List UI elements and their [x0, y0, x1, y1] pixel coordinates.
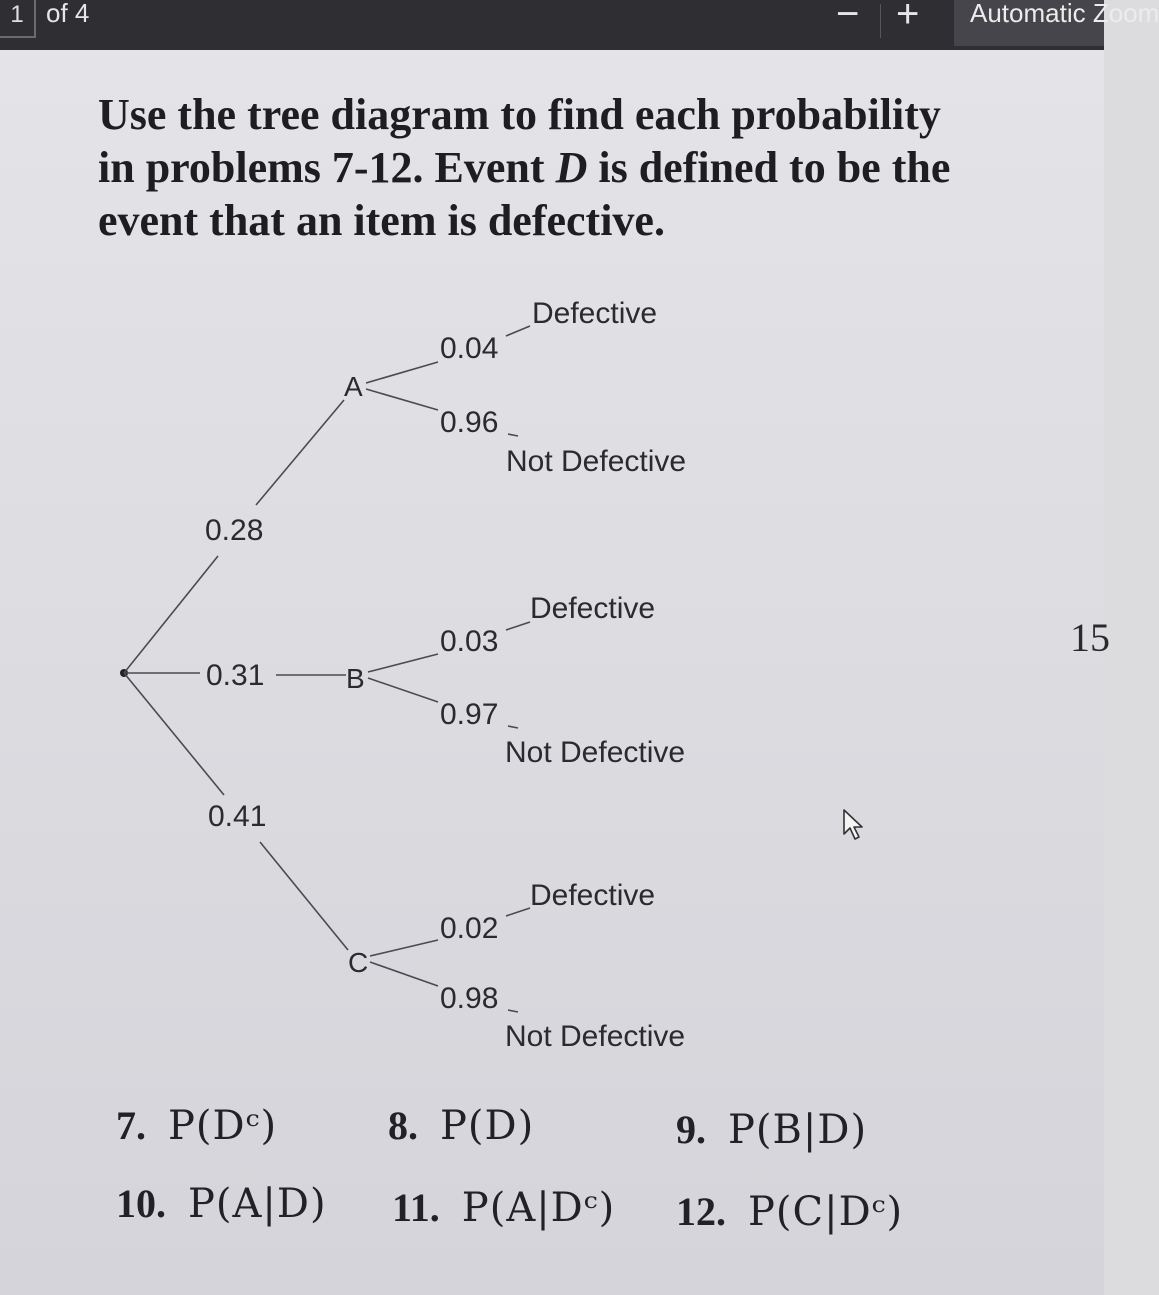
zoom-select[interactable]: Automatic Zoom [954, 0, 1104, 46]
problem-7: 7. P(Dᶜ) [116, 1103, 278, 1149]
a-defective-tick [506, 326, 530, 336]
node-a: A [344, 371, 363, 402]
a-not-defective-line [366, 389, 438, 410]
b-defective-line [368, 654, 438, 672]
instructions-text: Use the tree diagram to find each probability in problems 7-12. Event D is defined to be the event that an item is defective. [98, 90, 951, 245]
branch-line-a-lower [124, 556, 218, 673]
node-b: B [346, 663, 365, 694]
c-defective-tick [506, 908, 530, 916]
b-not-defective-tick [508, 726, 518, 728]
node-c: C [348, 947, 369, 978]
problem-8: 8. P(D) [388, 1103, 535, 1149]
prob-b-defective: 0.03 [440, 625, 499, 658]
problem-11: 11. P(A|Dᶜ) [392, 1185, 616, 1231]
c-not-defective-tick [508, 1010, 518, 1012]
branch-line-a-upper [256, 400, 344, 505]
problem-9: 9. P(B|D) [676, 1107, 868, 1153]
mouse-pointer-arrow-icon [842, 808, 866, 842]
b-not-defective-line [368, 678, 438, 702]
branch-line-c-lower [260, 842, 348, 950]
prob-c-not-defective: 0.98 [440, 982, 499, 1015]
b-defective-label: Defective [530, 592, 656, 625]
c-not-defective-line [370, 962, 438, 986]
zoom-in-button[interactable]: + [896, 0, 920, 36]
problem-10: 10. P(A|D) [116, 1181, 327, 1227]
b-not-defective-label: Not Defective [505, 736, 686, 769]
prob-c: 0.41 [208, 800, 267, 833]
prob-b: 0.31 [206, 659, 265, 692]
c-defective-label: Defective [530, 879, 656, 912]
a-not-defective-tick [508, 434, 518, 436]
a-defective-line [366, 362, 438, 383]
page-count-label: of 4 [46, 0, 90, 28]
prob-b-not-defective: 0.97 [440, 698, 499, 731]
prob-a-not-defective: 0.96 [440, 406, 499, 439]
prob-a-defective: 0.04 [440, 332, 499, 365]
prob-a: 0.28 [205, 514, 264, 547]
next-page-number: 15 [1070, 615, 1110, 660]
zoom-out-button[interactable]: − [836, 0, 860, 36]
page-number-input[interactable]: 1 [0, 0, 36, 38]
a-not-defective-label: Not Defective [506, 445, 687, 478]
c-defective-line [370, 940, 438, 956]
prob-c-defective: 0.02 [440, 912, 499, 945]
c-not-defective-label: Not Defective [505, 1020, 686, 1053]
a-defective-label: Defective [532, 297, 658, 330]
b-defective-tick [506, 622, 530, 630]
problem-12: 12. P(C|Dᶜ) [676, 1189, 904, 1235]
